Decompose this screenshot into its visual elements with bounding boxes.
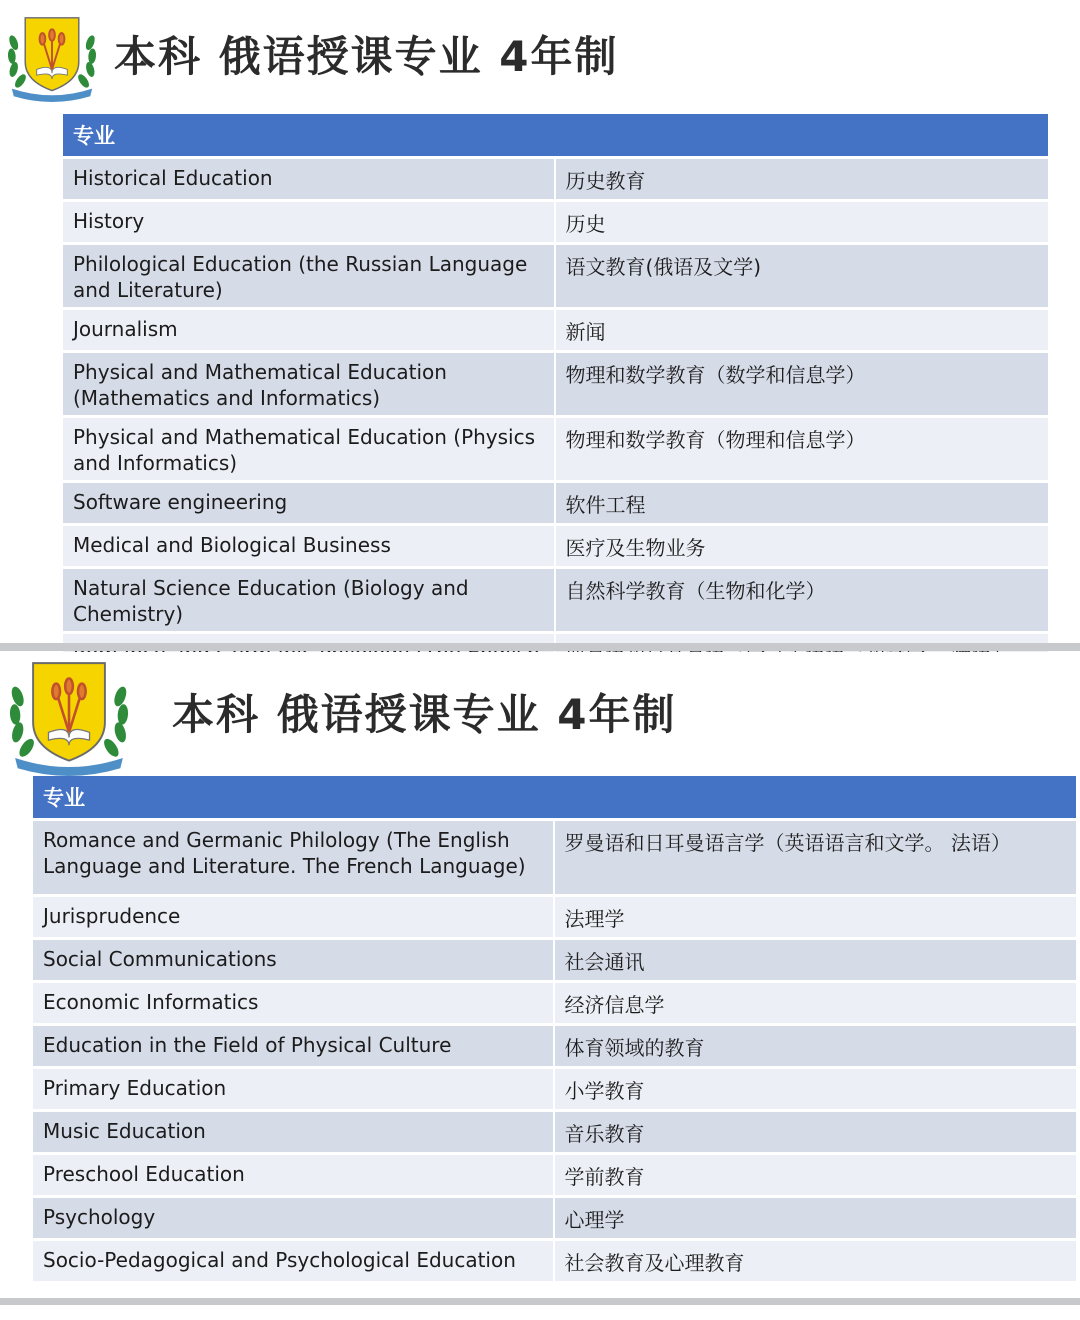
- major-name-zh: 历史教育: [556, 159, 1049, 199]
- major-name-zh: 法理学: [555, 897, 1077, 937]
- major-name-zh: 历史: [556, 202, 1049, 242]
- major-name-zh: 医疗及生物业务: [556, 526, 1049, 566]
- table-row: [63, 418, 1048, 480]
- table-row: [33, 1198, 1076, 1238]
- table-header-row: [63, 114, 1048, 156]
- major-name-en: Journalism: [63, 310, 556, 350]
- major-name-en: Physical and Mathematical Education (Physics and Informatics): [63, 418, 556, 480]
- major-name-en: Philological Education (the Russian Language and Literature): [63, 245, 556, 307]
- major-name-en: Software engineering: [63, 483, 556, 523]
- major-name-en: Medical and Biological Business: [63, 526, 556, 566]
- major-name-en: Economic Informatics: [33, 983, 555, 1023]
- major-name-en: Historical Education: [63, 159, 556, 199]
- table-row: [63, 353, 1048, 415]
- major-name-zh: 经济信息学: [555, 983, 1077, 1023]
- table-header-row: [33, 776, 1076, 818]
- table-row: [33, 983, 1076, 1023]
- table-row: [33, 1241, 1076, 1281]
- table-row: [33, 940, 1076, 980]
- slide-divider: [0, 1298, 1080, 1305]
- table-row: [33, 821, 1076, 894]
- university-emblem-icon: [4, 658, 134, 776]
- major-name-zh: 体育领域的教育: [555, 1026, 1077, 1066]
- table-row: [33, 1112, 1076, 1152]
- university-emblem-icon: [4, 14, 100, 102]
- major-name-zh: 软件工程: [556, 483, 1049, 523]
- table-row: [63, 483, 1048, 523]
- major-name-en: Socio-Pedagogical and Psychological Education: [33, 1241, 555, 1281]
- major-name-en: Primary Education: [33, 1069, 555, 1109]
- major-name-zh: 社会通讯: [555, 940, 1077, 980]
- table-row: [63, 526, 1048, 566]
- major-name-zh: 物理和数学教育（物理和信息学）: [556, 418, 1049, 480]
- major-name-zh: 自然科学教育（生物和化学）: [556, 569, 1049, 631]
- major-name-zh: 社会教育及心理教育: [555, 1241, 1077, 1281]
- table-row: [33, 1069, 1076, 1109]
- table-header: 专业: [63, 114, 1048, 156]
- major-name-en: Education in the Field of Physical Culture: [33, 1026, 555, 1066]
- major-name-zh: 小学教育: [555, 1069, 1077, 1109]
- table-row: [63, 569, 1048, 631]
- slide-1: [0, 0, 1080, 644]
- table-header: 专业: [33, 776, 1076, 818]
- major-name-zh: 物理和数学教育（数学和信息学）: [556, 353, 1049, 415]
- major-name-zh: 罗曼语和日耳曼语言学（英语语言和文学。 法语）: [555, 821, 1077, 894]
- table-row: [33, 1155, 1076, 1195]
- table-row: [63, 310, 1048, 350]
- table-row: [33, 1026, 1076, 1066]
- page-title: 本科 俄语授课专业 4年制: [172, 690, 677, 739]
- table-row: [63, 159, 1048, 199]
- major-name-en: Physical and Mathematical Education (Mathematics and Informatics): [63, 353, 556, 415]
- major-name-en: History: [63, 202, 556, 242]
- major-name-zh: 语文教育(俄语及文学): [556, 245, 1049, 307]
- slide-divider: [0, 643, 1080, 651]
- slide-2: [0, 652, 1080, 1300]
- major-name-zh: 学前教育: [555, 1155, 1077, 1195]
- page-title: 本科 俄语授课专业 4年制: [114, 32, 619, 81]
- major-name-en: Jurisprudence: [33, 897, 555, 937]
- major-name-zh: 新闻: [556, 310, 1049, 350]
- major-name-en: Music Education: [33, 1112, 555, 1152]
- majors-table: [63, 111, 1048, 725]
- major-name-zh: 音乐教育: [555, 1112, 1077, 1152]
- table-row: [63, 245, 1048, 307]
- table-row: [33, 897, 1076, 937]
- major-name-en: Natural Science Education (Biology and Chemistry): [63, 569, 556, 631]
- major-name-en: Psychology: [33, 1198, 555, 1238]
- major-name-en: Romance and Germanic Philology (The English Language and Literature. The French Language): [33, 821, 555, 894]
- major-name-zh: 心理学: [555, 1198, 1077, 1238]
- table-row: [63, 202, 1048, 242]
- major-name-en: Preschool Education: [33, 1155, 555, 1195]
- major-name-en: Social Communications: [33, 940, 555, 980]
- majors-table: [33, 773, 1076, 1284]
